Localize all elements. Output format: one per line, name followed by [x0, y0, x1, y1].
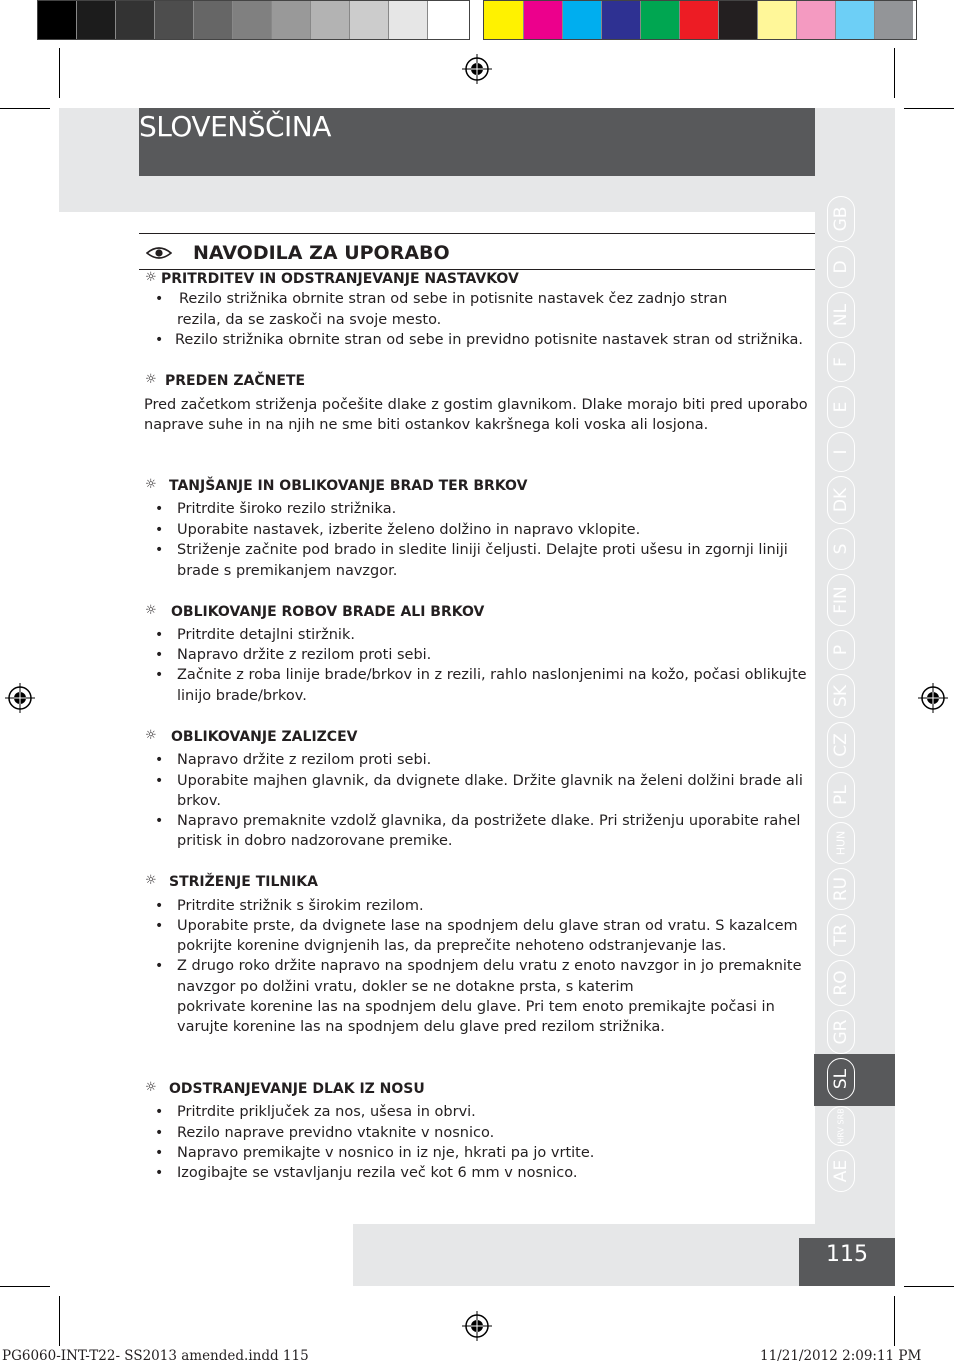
- text-line: Napravo držite z rezilom proti sebi.: [177, 752, 432, 768]
- subheading: PREDEN ZAČNETE: [165, 373, 306, 389]
- text-line: navzgor po dolžini vratu, dokler se ne dotakne prsta, s katerim: [177, 979, 634, 995]
- text-line: pritisk in dobro nadzorovane premike.: [177, 833, 453, 849]
- text-line: Začnite z roba linije brade/brkov in z rezili, rahlo naslonjenimi na kožo, počasi oblikujte: [177, 667, 807, 683]
- text-line: pokrivate korenine las na spodnjem delu glave. Pri tem enoto premikajte počasi in: [177, 999, 775, 1015]
- bullet: •: [155, 773, 164, 789]
- text-line: Uporabite majhen glavnik, da dvignete dlake. Držite glavnik na želeni dolžini brade ali: [177, 773, 803, 789]
- subheading: ODSTRANJEVANJE DLAK IZ NOSU: [169, 1081, 425, 1097]
- sun-icon: ☼: [145, 873, 157, 888]
- text-line: Pred začetkom striženja počešite dlake z gostim glavnikom. Dlake morajo biti pred uporabo: [144, 397, 808, 413]
- bullet: •: [155, 958, 164, 974]
- footer-timestamp: 11/21/2012 2:09:11 PM: [760, 1348, 922, 1364]
- registration-mark-icon: [5, 683, 35, 713]
- lang-tab-gr[interactable]: [827, 1010, 855, 1054]
- swatch: [602, 1, 641, 39]
- text-line: Uporabite prste, da dvignete lase na spodnjem delu glave stran od vratu. S kazalcem: [177, 918, 798, 934]
- bullet: •: [155, 667, 164, 683]
- swatch: [311, 1, 350, 39]
- bullet: •: [155, 1145, 164, 1161]
- crop-mark: [59, 48, 60, 98]
- swatch: [524, 1, 563, 39]
- text-line: Pritrdite široko rezilo strižnika.: [177, 501, 397, 517]
- text-line: Z drugo roko držite napravo na spodnjem delu vratu z enoto navzgor in jo premaknite: [177, 958, 802, 974]
- bullet: •: [155, 291, 164, 307]
- bullet: •: [155, 627, 164, 643]
- bullet: •: [155, 522, 164, 538]
- section-rule: [139, 269, 815, 270]
- swatch: [233, 1, 272, 39]
- lang-tab-tr[interactable]: [827, 914, 855, 956]
- eye-icon: [146, 245, 172, 261]
- swatch: [272, 1, 311, 39]
- bullet: •: [155, 1165, 164, 1181]
- swatch: [797, 1, 836, 39]
- swatch: [116, 1, 155, 39]
- text-line: Napravo premikajte v nosnico in iz nje, hkrati pa jo vrtite.: [177, 1145, 595, 1161]
- text-line: varujte korenine las na spodnjem delu glave pred rezilom strižnika.: [177, 1019, 665, 1035]
- crop-mark: [0, 108, 50, 109]
- lang-label: DK: [831, 487, 851, 513]
- sun-icon: ☼: [145, 270, 157, 285]
- crop-mark: [0, 1286, 50, 1287]
- text-line: Pritrdite detajlni stiržnik.: [177, 627, 355, 643]
- text-line: Rezilo strižnika obrnite stran od sebe in potisnite nastavek čez zadnjo stran: [179, 291, 728, 307]
- text-line: Napravo držite z rezilom proti sebi.: [177, 647, 432, 663]
- lang-tab-s[interactable]: [827, 528, 855, 570]
- grayscale-color-bar: [37, 0, 470, 40]
- swatch: [155, 1, 194, 39]
- bullet: •: [155, 813, 164, 829]
- swatch: [836, 1, 875, 39]
- bullet: •: [155, 332, 164, 348]
- lang-tab-f[interactable]: [827, 342, 855, 382]
- subheading: PRITRDITEV IN ODSTRANJEVANJE NASTAVKOV: [161, 271, 519, 287]
- lang-label: D: [831, 260, 851, 274]
- section-rule: [139, 233, 815, 234]
- lang-tab-ro[interactable]: [827, 960, 855, 1006]
- swatch: [875, 1, 913, 39]
- lang-tab-d[interactable]: [827, 246, 855, 288]
- bottom-panel: [59, 1224, 353, 1286]
- swatch: [719, 1, 758, 39]
- lang-label: F: [831, 357, 851, 367]
- lang-tab-ae[interactable]: [827, 1150, 855, 1192]
- text-line: Uporabite nastavek, izberite želeno dolžino in napravo vklopite.: [177, 522, 641, 538]
- bullet: •: [155, 1104, 164, 1120]
- lang-label: HRV SRB: [836, 1108, 846, 1144]
- lang-tab-hun[interactable]: [827, 822, 855, 864]
- swatch: [758, 1, 797, 39]
- swatch: [350, 1, 389, 39]
- lang-tab-cz[interactable]: [827, 722, 855, 768]
- text-line: Rezilo naprave previdno vtaknite v nosnico.: [177, 1125, 495, 1141]
- lang-tab-e[interactable]: [827, 386, 855, 428]
- bullet: •: [155, 1125, 164, 1141]
- text-line: Rezilo strižnika obrnite stran od sebe in previdno potisnite nastavek stran od strižnika.: [175, 332, 804, 348]
- swatch: [563, 1, 602, 39]
- registration-mark-icon: [462, 1311, 492, 1341]
- sun-icon: ☼: [145, 1080, 157, 1095]
- lang-tab-i[interactable]: [827, 432, 855, 472]
- crop-mark: [904, 108, 954, 109]
- lang-tab-dk[interactable]: [827, 476, 855, 524]
- text-line: linijo brade/brkov.: [177, 688, 307, 704]
- swatch: [641, 1, 680, 39]
- bullet: •: [155, 501, 164, 517]
- lang-tab-hrv-srb[interactable]: [827, 1106, 855, 1146]
- process-color-bar: [483, 0, 917, 40]
- lang-label: FIN: [831, 586, 851, 614]
- lang-tab-gb[interactable]: [827, 196, 855, 242]
- text-line: brade s premikanjem navzgor.: [177, 563, 398, 579]
- sun-icon: ☼: [145, 603, 157, 618]
- lang-label: S: [831, 543, 851, 555]
- lang-tab-ru[interactable]: [827, 868, 855, 910]
- text-line: Pritrdite priključek za nos, ušesa in obrvi.: [177, 1104, 476, 1120]
- swatch: [77, 1, 116, 39]
- lang-label: SL: [831, 1068, 851, 1090]
- bullet: •: [155, 898, 164, 914]
- text-line: rezila, da se zaskoči na svoje mesto.: [177, 312, 442, 328]
- text-line: Izogibajte se vstavljanju rezila več kot 6 mm v nosnico.: [177, 1165, 578, 1181]
- footer-file-info: PG6060-INT-T22- SS2013 amended.indd 115: [2, 1348, 309, 1364]
- lang-tab-p[interactable]: [827, 630, 855, 670]
- crop-mark: [894, 1296, 895, 1346]
- lang-tab-fin[interactable]: [827, 574, 855, 626]
- text-line: brkov.: [177, 793, 221, 809]
- swatch: [484, 1, 524, 39]
- lang-label: E: [831, 401, 851, 413]
- bullet: •: [155, 542, 164, 558]
- lang-tab-pl[interactable]: [827, 772, 855, 818]
- crop-mark: [904, 1286, 954, 1287]
- lang-label: AE: [831, 1159, 851, 1183]
- subheading: TANJŠANJE IN OBLIKOVANJE BRAD TER BRKOV: [169, 478, 528, 494]
- page-number: 115: [826, 1242, 868, 1267]
- text-line: Napravo premaknite vzdolž glavnika, da postrižete dlake. Pri striženju uporabite rahel: [177, 813, 801, 829]
- lang-label: GR: [831, 1019, 851, 1045]
- text-line: pokrijte korenine dvignjenih las, da preprečite nehoteno odstranjevanje las.: [177, 938, 727, 954]
- swatch: [680, 1, 719, 39]
- subheading: STRIŽENJE TILNIKA: [169, 874, 318, 890]
- lang-label: CZ: [831, 733, 851, 757]
- subheading: OBLIKOVANJE ZALIZCEV: [171, 729, 358, 745]
- registration-mark-icon: [462, 54, 492, 84]
- lang-label: P: [831, 644, 851, 656]
- lang-label: I: [831, 449, 851, 455]
- lang-tab-sl[interactable]: [827, 1058, 855, 1100]
- sun-icon: ☼: [145, 728, 157, 743]
- bullet: •: [155, 647, 164, 663]
- sun-icon: ☼: [145, 372, 157, 387]
- text-line: Pritrdite strižnik s širokim rezilom.: [177, 898, 424, 914]
- content-panel: [59, 212, 815, 1224]
- lang-label: RU: [831, 876, 851, 902]
- subheading: OBLIKOVANJE ROBOV BRADE ALI BRKOV: [171, 604, 485, 620]
- text-line: naprave suhe in na njih ne sme biti ostankov kakršnega koli voska ali losjona.: [144, 417, 709, 433]
- crop-mark: [59, 1296, 60, 1346]
- lang-label: NL: [831, 303, 851, 327]
- swatch: [38, 1, 77, 39]
- crop-mark: [894, 48, 895, 98]
- lang-label: HUN: [834, 830, 848, 856]
- lang-label: TR: [831, 923, 851, 947]
- lang-label: GB: [831, 206, 851, 232]
- swatch: [389, 1, 428, 39]
- bullet: •: [155, 918, 164, 934]
- registration-mark-icon: [918, 683, 948, 713]
- page-title: SLOVENŠČINA: [139, 110, 331, 143]
- lang-label: RO: [831, 970, 851, 996]
- lang-label: SK: [831, 685, 851, 707]
- lang-tab-nl[interactable]: [827, 292, 855, 338]
- lang-label: PL: [831, 785, 851, 805]
- lang-tab-sk[interactable]: [827, 674, 855, 718]
- bullet: •: [155, 752, 164, 768]
- sun-icon: ☼: [145, 477, 157, 492]
- text-line: Striženje začnite pod brado in sledite liniji čeljusti. Delajte proti ušesu in zgornji liniji: [177, 542, 788, 558]
- swatch: [194, 1, 233, 39]
- section-title: NAVODILA ZA UPORABO: [193, 242, 450, 264]
- swatch: [428, 1, 467, 39]
